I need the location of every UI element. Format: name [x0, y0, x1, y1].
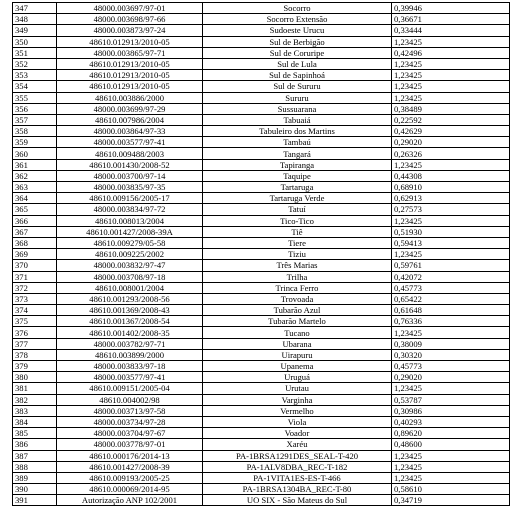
- table-row: [13, 126, 510, 137]
- field-name-cell: Sudoeste Urucu: [203, 25, 392, 36]
- table-row: [13, 394, 510, 405]
- row-number-cell: 360: [13, 148, 57, 159]
- process-number-cell: 48610.001369/2008-43: [57, 305, 203, 316]
- field-name-cell: Uirapuru: [203, 349, 392, 360]
- value-cell: 0,59761: [392, 260, 510, 271]
- process-number-cell: 48610.000176/2014-13: [57, 450, 203, 461]
- row-number-cell: 381: [13, 383, 57, 394]
- table-row: [13, 25, 510, 36]
- value-cell: 0,65422: [392, 293, 510, 304]
- value-cell: 1,23425: [392, 383, 510, 394]
- value-cell: 1,23425: [392, 159, 510, 170]
- value-cell: 0,61648: [392, 305, 510, 316]
- value-cell: 0,38489: [392, 103, 510, 114]
- process-number-cell: 48610.009488/2003: [57, 148, 203, 159]
- value-cell: 1,23425: [392, 36, 510, 47]
- field-name-cell: Tubarão Martelo: [203, 316, 392, 327]
- value-cell: 0,48600: [392, 439, 510, 450]
- value-cell: 0,45773: [392, 361, 510, 372]
- value-cell: 0,38009: [392, 338, 510, 349]
- document-page: [12, 2, 509, 506]
- field-name-cell: Vermelho: [203, 405, 392, 416]
- table-row: [13, 472, 510, 483]
- field-name-cell: Tiere: [203, 237, 392, 248]
- row-number-cell: 358: [13, 126, 57, 137]
- table-row: [13, 405, 510, 416]
- row-number-cell: 372: [13, 282, 57, 293]
- value-cell: 1,23425: [392, 92, 510, 103]
- table-row: [13, 428, 510, 439]
- row-number-cell: 388: [13, 461, 57, 472]
- table-row: [13, 361, 510, 372]
- process-number-cell: 48000.003697/97-01: [57, 3, 203, 14]
- row-number-cell: 368: [13, 237, 57, 248]
- value-cell: 0,76336: [392, 316, 510, 327]
- table-row: [13, 81, 510, 92]
- process-number-cell: 48610.012913/2010-05: [57, 70, 203, 81]
- process-number-cell: 48000.003713/97-58: [57, 405, 203, 416]
- field-name-cell: PA-1BRSA1291DES_SEAL-T-420: [203, 450, 392, 461]
- field-name-cell: Sul de Sururu: [203, 81, 392, 92]
- row-number-cell: 382: [13, 394, 57, 405]
- process-number-cell: 48610.008013/2004: [57, 215, 203, 226]
- table-row: [13, 316, 510, 327]
- value-cell: 0,30320: [392, 349, 510, 360]
- process-number-cell: 48610.012913/2010-05: [57, 81, 203, 92]
- process-number-cell: 48000.003778/97-01: [57, 439, 203, 450]
- process-number-cell: 48610.007986/2004: [57, 114, 203, 125]
- row-number-cell: 355: [13, 92, 57, 103]
- process-number-cell: 48000.003704/97-67: [57, 428, 203, 439]
- value-cell: 0,22592: [392, 114, 510, 125]
- field-name-cell: Sul de Lula: [203, 58, 392, 69]
- value-cell: 0,39946: [392, 3, 510, 14]
- field-name-cell: PA-1BRSA1304BA_REC-T-80: [203, 484, 392, 495]
- field-name-cell: Tabuaiá: [203, 114, 392, 125]
- process-number-cell: 48000.003708/97-18: [57, 271, 203, 282]
- process-number-cell: 48000.003835/97-35: [57, 182, 203, 193]
- row-number-cell: 353: [13, 70, 57, 81]
- table-row: [13, 204, 510, 215]
- field-name-cell: PA-1VITA1ES-ES-T-466: [203, 472, 392, 483]
- process-number-cell: 48610.003886/2000: [57, 92, 203, 103]
- field-name-cell: Tico-Tico: [203, 215, 392, 226]
- process-number-cell: 48000.003864/97-33: [57, 126, 203, 137]
- value-cell: 1,23425: [392, 58, 510, 69]
- value-cell: 0,45773: [392, 282, 510, 293]
- table-row: [13, 182, 510, 193]
- process-number-cell: 48610.012913/2010-05: [57, 58, 203, 69]
- value-cell: 0,42072: [392, 271, 510, 282]
- table-row: [13, 249, 510, 260]
- process-number-cell: 48610.001402/2008-35: [57, 327, 203, 338]
- field-name-cell: Socorro: [203, 3, 392, 14]
- row-number-cell: 369: [13, 249, 57, 260]
- process-number-cell: 48610.000069/2014-95: [57, 484, 203, 495]
- process-number-cell: 48610.008001/2004: [57, 282, 203, 293]
- table-body: [13, 3, 510, 506]
- process-number-cell: 48610.001293/2008-56: [57, 293, 203, 304]
- process-number-cell: 48000.003832/97-47: [57, 260, 203, 271]
- field-name-cell: Tubarão Azul: [203, 305, 392, 316]
- table-row: [13, 92, 510, 103]
- field-name-cell: Tambaú: [203, 137, 392, 148]
- table-row: [13, 484, 510, 495]
- value-cell: 1,23425: [392, 215, 510, 226]
- row-number-cell: 376: [13, 327, 57, 338]
- table-row: [13, 114, 510, 125]
- process-number-cell: 48610.003899/2000: [57, 349, 203, 360]
- table-row: [13, 282, 510, 293]
- table-row: [13, 495, 510, 506]
- table-row: [13, 36, 510, 47]
- value-cell: 0,42496: [392, 47, 510, 58]
- table-row: [13, 148, 510, 159]
- row-number-cell: 373: [13, 293, 57, 304]
- row-number-cell: 356: [13, 103, 57, 114]
- process-number-cell: 48000.003834/97-72: [57, 204, 203, 215]
- row-number-cell: 362: [13, 170, 57, 181]
- row-number-cell: 387: [13, 450, 57, 461]
- table-row: [13, 450, 510, 461]
- field-name-cell: Sururu: [203, 92, 392, 103]
- field-name-cell: UO SIX - São Mateus do Sul: [203, 495, 392, 506]
- row-number-cell: 363: [13, 182, 57, 193]
- field-name-cell: Tangará: [203, 148, 392, 159]
- row-number-cell: 371: [13, 271, 57, 282]
- process-number-cell: 48000.003698/97-66: [57, 14, 203, 25]
- value-cell: 0,34719: [392, 495, 510, 506]
- value-cell: 0,36671: [392, 14, 510, 25]
- row-number-cell: 351: [13, 47, 57, 58]
- value-cell: 0,59413: [392, 237, 510, 248]
- process-number-cell: 48610.009151/2005-04: [57, 383, 203, 394]
- table-row: [13, 260, 510, 271]
- table-row: [13, 305, 510, 316]
- value-cell: 1,23425: [392, 450, 510, 461]
- table-row: [13, 170, 510, 181]
- field-name-cell: Sul de Berbigão: [203, 36, 392, 47]
- fields-table: [12, 2, 510, 506]
- row-number-cell: 366: [13, 215, 57, 226]
- process-number-cell: Autorização ANP 102/2001: [57, 495, 203, 506]
- value-cell: 1,23425: [392, 81, 510, 92]
- field-name-cell: Tapiranga: [203, 159, 392, 170]
- field-name-cell: Sul de Sapinhoá: [203, 70, 392, 81]
- process-number-cell: 48610.009279/05-58: [57, 237, 203, 248]
- table-row: [13, 159, 510, 170]
- process-number-cell: 48610.001427/2008-39: [57, 461, 203, 472]
- process-number-cell: 48000.003577/97-41: [57, 137, 203, 148]
- row-number-cell: 383: [13, 405, 57, 416]
- value-cell: 0,30986: [392, 405, 510, 416]
- value-cell: 0,42629: [392, 126, 510, 137]
- row-number-cell: 347: [13, 3, 57, 14]
- table-row: [13, 237, 510, 248]
- process-number-cell: 48610.001427/2008-39A: [57, 226, 203, 237]
- row-number-cell: 367: [13, 226, 57, 237]
- field-name-cell: Três Marias: [203, 260, 392, 271]
- field-name-cell: Trovoada: [203, 293, 392, 304]
- field-name-cell: Tatuí: [203, 204, 392, 215]
- value-cell: 0,40293: [392, 416, 510, 427]
- row-number-cell: 378: [13, 349, 57, 360]
- field-name-cell: Trilha: [203, 271, 392, 282]
- row-number-cell: 361: [13, 159, 57, 170]
- field-name-cell: Taquipe: [203, 170, 392, 181]
- value-cell: 1,23425: [392, 249, 510, 260]
- value-cell: 1,23425: [392, 70, 510, 81]
- table-row: [13, 103, 510, 114]
- table-row: [13, 338, 510, 349]
- row-number-cell: 375: [13, 316, 57, 327]
- table-row: [13, 271, 510, 282]
- table-row: [13, 193, 510, 204]
- field-name-cell: Tabuleiro dos Martins: [203, 126, 392, 137]
- table-row: [13, 439, 510, 450]
- field-name-cell: Trinca Ferro: [203, 282, 392, 293]
- table-row: [13, 293, 510, 304]
- row-number-cell: 348: [13, 14, 57, 25]
- field-name-cell: Socorro Extensão: [203, 14, 392, 25]
- table-row: [13, 215, 510, 226]
- row-number-cell: 377: [13, 338, 57, 349]
- field-name-cell: Uruguá: [203, 372, 392, 383]
- row-number-cell: 359: [13, 137, 57, 148]
- table-row: [13, 383, 510, 394]
- field-name-cell: Sussuarana: [203, 103, 392, 114]
- value-cell: 0,58610: [392, 484, 510, 495]
- value-cell: 1,23425: [392, 327, 510, 338]
- value-cell: 0,68910: [392, 182, 510, 193]
- value-cell: 1,23425: [392, 461, 510, 472]
- table-row: [13, 14, 510, 25]
- process-number-cell: 48000.003782/97-71: [57, 338, 203, 349]
- field-name-cell: Urutau: [203, 383, 392, 394]
- field-name-cell: Upanema: [203, 361, 392, 372]
- value-cell: 0,29020: [392, 137, 510, 148]
- process-number-cell: 48000.003577/97-41: [57, 372, 203, 383]
- row-number-cell: 365: [13, 204, 57, 215]
- field-name-cell: Voador: [203, 428, 392, 439]
- table-row: [13, 226, 510, 237]
- row-number-cell: 350: [13, 36, 57, 47]
- table-row: [13, 461, 510, 472]
- process-number-cell: 48000.003865/97-71: [57, 47, 203, 58]
- row-number-cell: 389: [13, 472, 57, 483]
- field-name-cell: Tiê: [203, 226, 392, 237]
- value-cell: 0,89620: [392, 428, 510, 439]
- value-cell: 0,33444: [392, 25, 510, 36]
- table-row: [13, 372, 510, 383]
- row-number-cell: 386: [13, 439, 57, 450]
- row-number-cell: 374: [13, 305, 57, 316]
- row-number-cell: 379: [13, 361, 57, 372]
- value-cell: 0,26326: [392, 148, 510, 159]
- process-number-cell: 48000.003699/97-29: [57, 103, 203, 114]
- row-number-cell: 390: [13, 484, 57, 495]
- row-number-cell: 391: [13, 495, 57, 506]
- field-name-cell: Tiziu: [203, 249, 392, 260]
- row-number-cell: 384: [13, 416, 57, 427]
- field-name-cell: Sul de Coruripe: [203, 47, 392, 58]
- field-name-cell: Xaréu: [203, 439, 392, 450]
- row-number-cell: 380: [13, 372, 57, 383]
- process-number-cell: 48610.009156/2005-17: [57, 193, 203, 204]
- value-cell: 1,23425: [392, 472, 510, 483]
- process-number-cell: 48610.012913/2010-05: [57, 36, 203, 47]
- process-number-cell: 48610.009193/2005-25: [57, 472, 203, 483]
- row-number-cell: 357: [13, 114, 57, 125]
- process-number-cell: 48610.009225/2002: [57, 249, 203, 260]
- table-row: [13, 47, 510, 58]
- process-number-cell: 48000.003700/97-14: [57, 170, 203, 181]
- process-number-cell: 48610.001367/2008-54: [57, 316, 203, 327]
- process-number-cell: 48610.001430/2008-52: [57, 159, 203, 170]
- table-row: [13, 58, 510, 69]
- value-cell: 0,44308: [392, 170, 510, 181]
- field-name-cell: Tartaruga: [203, 182, 392, 193]
- table-row: [13, 70, 510, 81]
- process-number-cell: 48000.003734/97-28: [57, 416, 203, 427]
- process-number-cell: 48000.003833/97-18: [57, 361, 203, 372]
- field-name-cell: Tucano: [203, 327, 392, 338]
- field-name-cell: Ubarana: [203, 338, 392, 349]
- table-row: [13, 416, 510, 427]
- table-row: [13, 327, 510, 338]
- row-number-cell: 352: [13, 58, 57, 69]
- field-name-cell: PA-1ALV8DBA_REC-T-182: [203, 461, 392, 472]
- row-number-cell: 370: [13, 260, 57, 271]
- process-number-cell: 48610.004002/98: [57, 394, 203, 405]
- table-row: [13, 3, 510, 14]
- value-cell: 0,51930: [392, 226, 510, 237]
- value-cell: 0,62913: [392, 193, 510, 204]
- field-name-cell: Tartaruga Verde: [203, 193, 392, 204]
- field-name-cell: Viola: [203, 416, 392, 427]
- table-row: [13, 137, 510, 148]
- row-number-cell: 364: [13, 193, 57, 204]
- row-number-cell: 354: [13, 81, 57, 92]
- value-cell: 0,29020: [392, 372, 510, 383]
- row-number-cell: 385: [13, 428, 57, 439]
- row-number-cell: 349: [13, 25, 57, 36]
- table-row: [13, 349, 510, 360]
- process-number-cell: 48000.003873/97-24: [57, 25, 203, 36]
- value-cell: 0,53787: [392, 394, 510, 405]
- field-name-cell: Varginha: [203, 394, 392, 405]
- value-cell: 0,27573: [392, 204, 510, 215]
